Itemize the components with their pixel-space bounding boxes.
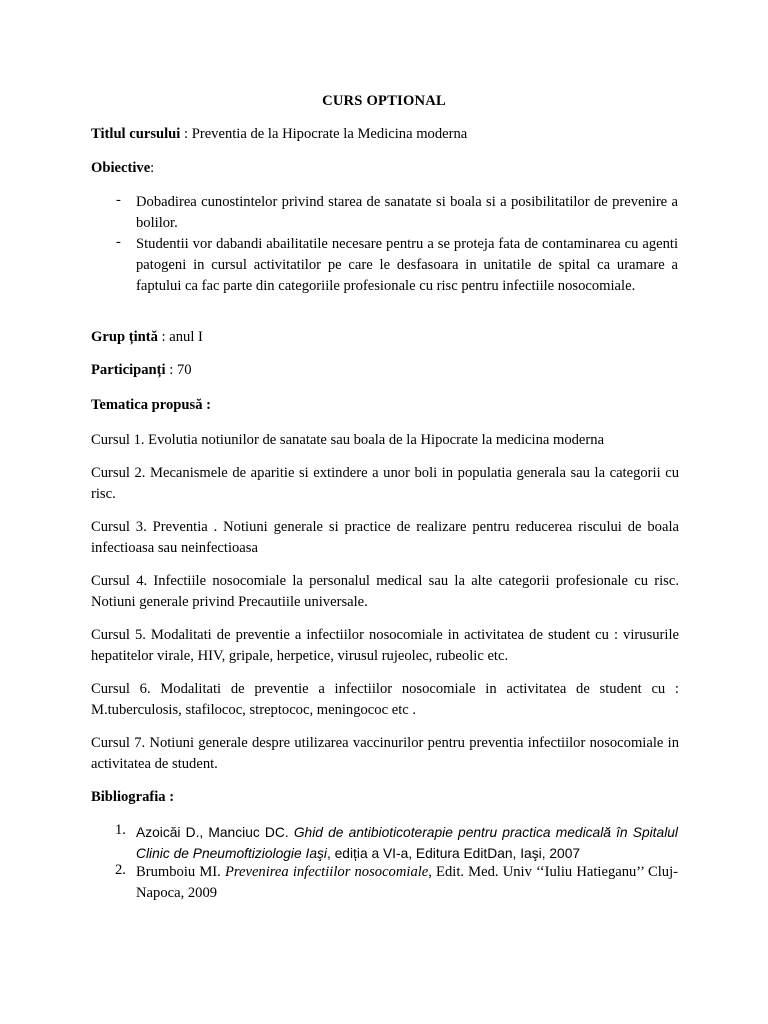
course-title-line [91, 126, 467, 143]
target-group-label: Grup țintă [91, 329, 158, 345]
participants-label: Participanți [91, 362, 166, 378]
ref-1-number: 1. [115, 822, 126, 838]
document-title: CURS OPTIONAL [322, 93, 446, 109]
participants-value: 70 [176, 362, 192, 378]
objective-item-2: Studentii vor dabandi abailitatile necesare pentru a se proteja fata de contaminarea cu agenti patogeni in cursul activitatilor pe care le desfasoara in unitatile de spital ca uramare a faptului ca fac parte din categoriile profesionale cu risc pentru infectiile nosocomiale. [136, 236, 678, 294]
participants-sep: : [165, 362, 177, 378]
objectives-heading [91, 160, 154, 177]
course-title-sep: : [180, 126, 192, 142]
objectives-colon: : [150, 160, 155, 176]
course-5: Cursul 5. Modalitati de preventie a infectiilor nosocomiale in activitatea de student cu : virusurile hepatitelor virale, HIV, gripale, herpetice, virusul rujeolec, rubeolic etc. [91, 627, 679, 664]
topics-heading: Tematica propusă : [91, 397, 212, 413]
course-4: Cursul 4. Infectiile nosocomiale la personalul medical sau la alte categorii profesionale cu risc. Notiuni generale privind Precautiile universale. [91, 573, 679, 610]
course-7: Cursul 7. Notiuni generale despre utilizarea vaccinurilor pentru preventia infectiilor nosocomiale in activitatea de student. [91, 735, 679, 772]
ref-1-rest: , ediția a VI-a, Editura EditDan, Iaşi, 2007 [326, 846, 581, 861]
ref-1-authors: Azoicăi D., Manciuc DC. [136, 825, 294, 840]
course-2: Cursul 2. Mecanismele de aparitie si extindere a unor boli in populatia generala sau la categorii cu risc. [91, 465, 679, 502]
target-group-value: anul I [169, 329, 203, 345]
ref-1-title: Ghid de antibioticoterapie pentru practica medicală în Spitalul Clinic de Pneumoftiziologie Iaşi [136, 825, 678, 861]
bibliography-heading: Bibliografia : [91, 789, 175, 805]
ref-2 [136, 862, 678, 904]
course-6: Cursul 6. Modalitati de preventie a infectiilor nosocomiale in activitatea de student cu : M.tuberculosis, stafilococ, streptococ, meningococ etc . [91, 681, 679, 718]
course-3: Cursul 3. Preventia . Notiuni generale si practice de realizare pentru reducerea riscului de boala infectioasa sau neinfectioasa [91, 519, 679, 556]
ref-1 [136, 822, 678, 864]
objectives-label: Obiective [91, 160, 151, 176]
ref-2-number: 2. [115, 862, 126, 878]
target-group-line [91, 329, 203, 346]
participants-line [91, 362, 192, 379]
course-1: Cursul 1. Evolutia notiunilor de sanatate sau boala de la Hipocrate la medicina moderna [91, 432, 605, 448]
ref-2-rest: , Edit. Med. Univ ‘‘Iuliu Hatieganu’’ Cluj- Napoca, 2009 [136, 864, 678, 901]
course-title-value: Preventia de la Hipocrate la Medicina moderna [191, 126, 468, 142]
course-title-label: Titlul cursului [91, 126, 181, 142]
target-group-sep: : [157, 329, 170, 345]
objective-item-1: Dobadirea cunostintelor privind starea de sanatate si boala si a posibilitatilor de prevenire a bolilor. [136, 194, 678, 231]
ref-2-authors: Brumboiu MI. [136, 864, 225, 880]
ref-2-title: Prevenirea infectiilor nosocomiale [224, 864, 429, 880]
objective-bullet-2: - [116, 234, 121, 250]
objective-bullet-1: - [116, 192, 121, 208]
